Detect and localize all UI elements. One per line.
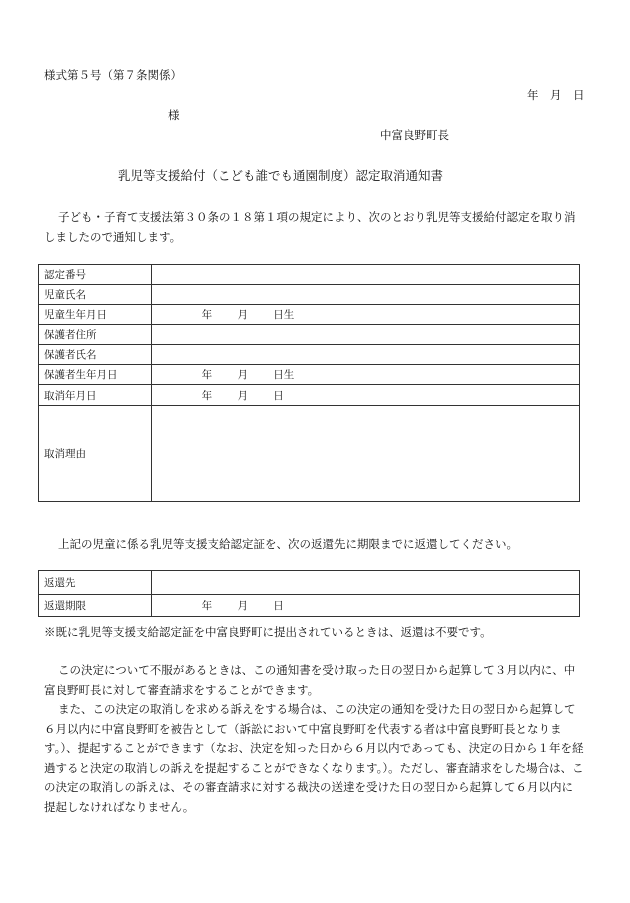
row-label-cancel-reason: 取消理由 xyxy=(39,406,152,502)
issuer-name: 中富良野町長 xyxy=(380,128,449,142)
intro-text: 子ども・子育て支援法第３０条の１８第１項の規定により、次のとおり乳児等支援給付認定を取り消しましたので通知します。 xyxy=(44,210,576,244)
notice-table xyxy=(38,264,580,502)
form-number: 様式第５号（第７条関係） xyxy=(44,68,182,82)
appeal-text-1: この決定について不服があるときは、この通知書を受け取った日の翌日から起算して３月以内に、中富良野町長に対して審査請求をすることができます。 xyxy=(44,663,576,697)
date-month: 月 xyxy=(237,389,248,402)
date-day: 日生 xyxy=(273,309,295,321)
appeal-text-2: また、この決定の取消しを求める訴えをする場合は、この決定の通知を受けた日の翌日から起算して６月以内に中富良野町を被告として（訴訟において中富良野町を代表する者は中富良野町長となります。）、提起することができます（なお、決定を知った日から６月以内であっても、決定の日から１年を経過すると決定の取消しの訴えを提起することができなくなります。）。ただし、審査請求をした場合は、この決定の取消しの訴えは、その審査請求に対する裁決の送達を受けた日の翌日から起算して６月以内に提起しなければなりません。 xyxy=(44,702,584,814)
date-month: 月 xyxy=(237,369,248,381)
date-month: 月 xyxy=(237,309,248,321)
row-label-guardian-address: 保護者住所 xyxy=(39,325,152,345)
child-name-value xyxy=(151,285,579,305)
appeal-paragraph-1 xyxy=(44,661,584,700)
date-year: 年 xyxy=(201,369,213,381)
row-label-cert-number: 認定番号 xyxy=(39,265,152,285)
table-row xyxy=(39,571,580,595)
date-year: 年 xyxy=(201,309,213,321)
date-day: 日 xyxy=(273,389,284,402)
recipient-honorific: 様 xyxy=(168,108,180,122)
return-table xyxy=(38,570,580,617)
table-row xyxy=(39,385,580,406)
row-label-return-destination: 返還先 xyxy=(39,571,152,595)
child-birthdate-value xyxy=(151,305,579,325)
date-month: 月 xyxy=(237,600,248,612)
intro-paragraph xyxy=(44,208,584,247)
cancel-reason-value xyxy=(151,406,579,502)
return-note: ※既に乳児等支援支給認定証を中富良野町に提出されているときは、返還は不要です。 xyxy=(44,625,492,639)
return-instruction: 上記の児童に係る乳児等支援支給認定証を、次の返還先に期限までに返還してください。 xyxy=(58,537,518,551)
cert-number-value xyxy=(151,265,579,285)
row-label-return-deadline: 返還期限 xyxy=(39,595,152,617)
date-year: 年 xyxy=(201,600,213,612)
issue-date: 年 月 日 xyxy=(527,88,585,102)
date-year: 年 xyxy=(201,389,213,402)
table-row xyxy=(39,325,580,345)
date-day: 日生 xyxy=(273,369,295,381)
table-row xyxy=(39,595,580,617)
table-row xyxy=(39,365,580,385)
table-row xyxy=(39,285,580,305)
cancel-date-value xyxy=(151,385,579,406)
row-label-guardian-birthdate: 保護者生年月日 xyxy=(39,365,152,385)
date-day: 日 xyxy=(273,600,284,612)
guardian-name-value xyxy=(151,345,579,365)
guardian-address-value xyxy=(151,325,579,345)
row-label-child-birthdate: 児童生年月日 xyxy=(39,305,152,325)
table-row xyxy=(39,345,580,365)
row-label-guardian-name: 保護者氏名 xyxy=(39,345,152,365)
table-row xyxy=(39,406,580,502)
return-deadline-value xyxy=(151,595,579,617)
row-label-child-name: 児童氏名 xyxy=(39,285,152,305)
guardian-birthdate-value xyxy=(151,365,579,385)
document-title: 乳児等支援給付（こども誰でも通園制度）認定取消通知書 xyxy=(118,168,444,183)
return-destination-value xyxy=(151,571,579,595)
table-row xyxy=(39,265,580,285)
row-label-cancel-date: 取消年月日 xyxy=(39,385,152,406)
table-row xyxy=(39,305,580,325)
appeal-paragraph-2 xyxy=(44,700,584,817)
